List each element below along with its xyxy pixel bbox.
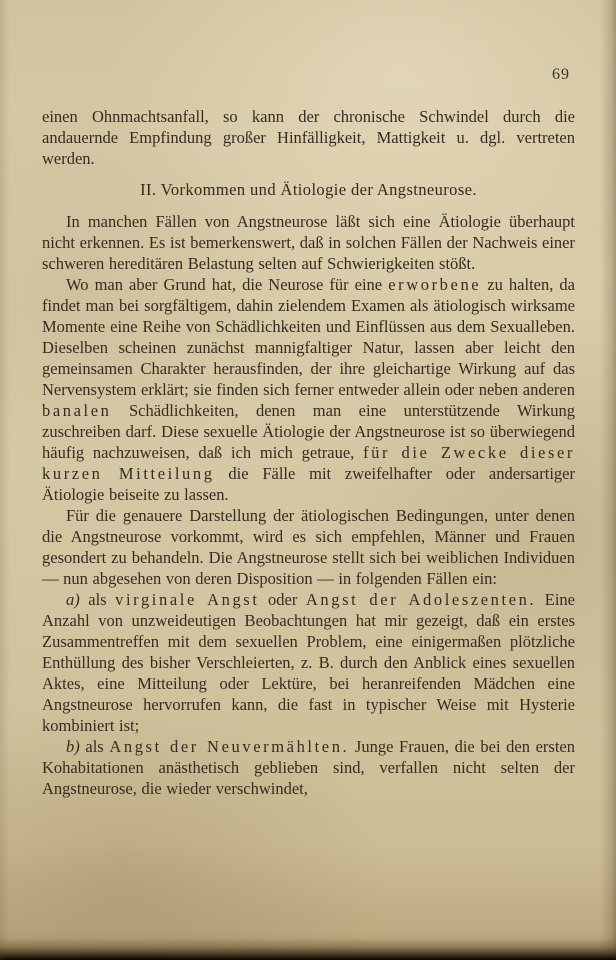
text-run: einen Ohnmachtsanfall, so kann der chronische Schwindel durch die andauernde Empfindung großer Hinfälligkeit, Mattigkeit u. dgl. vertreten werden. [42,107,575,168]
emphasized-text-run: erworbene [388,275,482,294]
italic-text-run: a) [66,590,80,609]
text-run: Junge Frauen, die bei den ersten Kohabitationen anästhetisch geblieben sind, verfallen nicht selten der Angstneurose, die wieder verschwindet, [42,737,575,798]
text-run: Für die genauere Darstellung der ätiologischen Bedingungen, unter denen die Angstneurose vorkommt, wird es sich empfehlen, Männer und Frauen gesondert zu behandeln. Die Angstneurose stellt sich bei weiblichen Individuen — nun abgesehen von deren Disposition — in folgenden Fällen ein: [42,506,575,588]
text-run: Schädlichkeiten, denen man eine unterstützende Wirkung zuschreiben darf. Diese sexuelle Ätiologie der Angstneurose ist so überwiegend häufig nachzuweisen, daß ich mich getraue, [42,401,575,462]
page-bottom-edge [0,938,616,960]
text-run: zu halten, da findet man bei sorgfältigem, dahin zielendem Examen als ätiologisch wirksame Momente eine Reihe von Schädlichkeiten und Einflüssen aus dem Sexualleben. Dieselben scheinen zunächst mannigfaltiger Natur, lassen aber leicht den gemeinsamen Charakter herausfinden, der ihre gleichartige Wirkung auf das Nervensystem erklärt; sie finden sich ferner entweder allein oder neben anderen [42,275,575,399]
text-run: als [79,737,110,756]
paragraph [42,505,575,589]
emphasized-text-run: für die Zwecke dieser kurzen Mitteilung [42,443,575,483]
paragraph [42,736,575,799]
page-number: 69 [552,66,570,83]
text-run: oder [259,590,306,609]
paragraph [42,589,575,736]
text-run: die Fälle mit zweifelhafter oder andersartiger Ätiologie beiseite zu lassen. [42,464,575,504]
text-run: als [79,590,116,609]
section-heading: II. Vorkommen und Ätiologie der Angstneurose. [140,180,477,199]
paragraph [42,274,575,505]
italic-text-run: b) [66,737,80,756]
text-run: Eine Anzahl von unzweideutigen Beobachtungen hat mir gezeigt, daß ein erstes Zusammentreffen mit dem sexuellen Problem, eine einigermaßen plötzliche Enthüllung des bisher Verschleierten, z. B. durch den Anblick eines sexuellen Aktes, eine Mitteilung oder Lektüre, bei heranreifenden Mädchen eine Angstneurose hervorrufen kann, die fast in typischer Weise mit Hysterie kombiniert ist; [42,590,575,735]
emphasized-text-run: banalen [42,401,112,420]
text-block [42,106,575,799]
paragraph [42,211,575,274]
emphasized-text-run: Angst der Neuvermählten. [109,737,350,756]
emphasized-text-run: virginale Angst [115,590,260,609]
text-run: In manchen Fällen von Angstneurose läßt sich eine Ätiologie überhaupt nicht erkennen. Es ist bemerkenswert, daß in solchen Fällen der Nachweis einer schweren hereditären Belastung selten auf Schwierigkeiten stößt. [42,212,575,273]
paragraph [42,106,575,169]
emphasized-text-run: Angst der Adoleszenten. [305,590,537,609]
text-run: Wo man aber Grund hat, die Neurose für eine [66,275,389,294]
